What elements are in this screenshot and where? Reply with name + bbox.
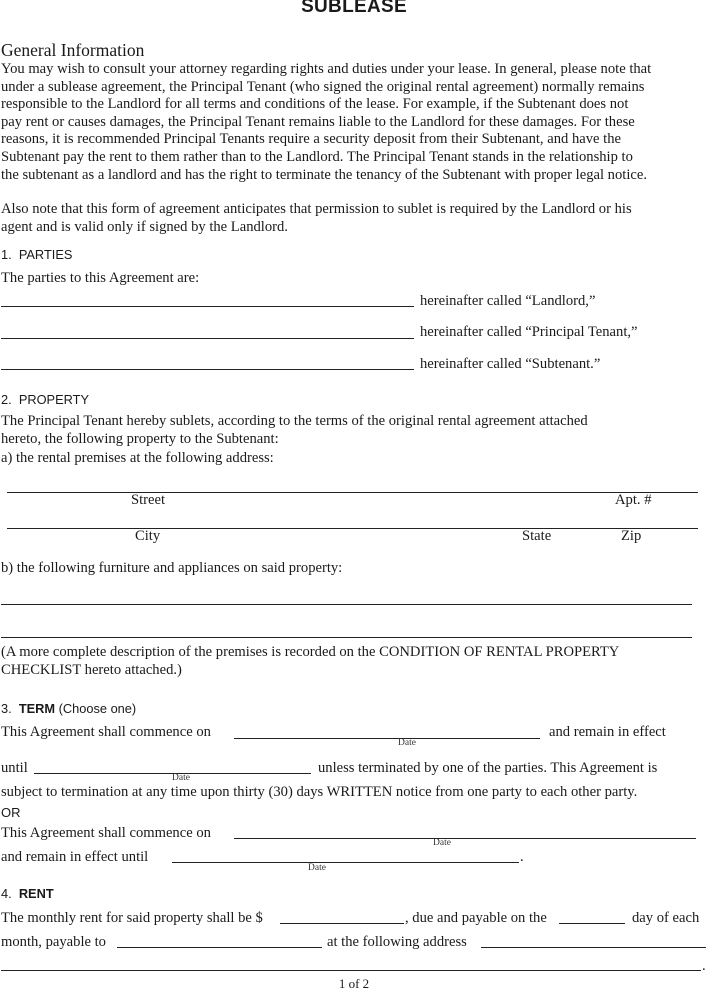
section-title: RENT [18, 886, 54, 901]
zip-caption: Zip [621, 528, 642, 544]
document-title: SUBLEASE [301, 0, 407, 17]
section-title: TERM [18, 701, 56, 716]
paragraph-line: the subtenant as a landlord and has the right to terminate the tenancy of the Subtenant with proper legal notice. [1, 166, 647, 183]
state-caption: State [522, 528, 552, 544]
term-unless-label: unless terminated by one of the parties. This Agreement is [318, 760, 658, 776]
landlord-name-field[interactable] [1, 306, 414, 307]
date-caption: Date [433, 838, 451, 848]
street-caption: Street [131, 492, 166, 508]
rent-address-field-1[interactable] [481, 947, 706, 948]
principal-tenant-label: hereinafter called “Principal Tenant,” [420, 324, 638, 340]
paragraph-line: reasons, it is recommended Principal Tenants require a security deposit from their Subtenant, and have the [1, 131, 621, 148]
paragraph-line: You may wish to consult your attorney regarding rights and duties under your lease. In general, please note that [1, 61, 652, 77]
rent-monthly-label: The monthly rent for said property shall be $ [1, 910, 263, 926]
term-or-label: OR [1, 805, 21, 820]
apt-caption: Apt. # [615, 492, 652, 508]
section-number: 3. [1, 701, 12, 716]
date-caption: Date [308, 863, 326, 873]
general-paragraph-1 [1, 61, 707, 184]
general-paragraph-2 [1, 201, 707, 236]
section-parties-heading [1, 247, 72, 262]
furniture-line-2[interactable] [1, 637, 692, 638]
term-period: . [520, 849, 524, 865]
general-information-heading: General Information [1, 40, 145, 60]
term-until-label: until [1, 760, 28, 776]
parties-intro: The parties to this Agreement are: [1, 270, 200, 286]
term-remain-until-label: and remain in effect until [1, 849, 149, 865]
rent-amount-field[interactable] [280, 923, 404, 924]
term-commence-label: This Agreement shall commence on [1, 724, 211, 740]
principal-tenant-name-field[interactable] [1, 338, 414, 339]
paragraph-line: The Principal Tenant hereby sublets, according to the terms of the original rental agreement attached [1, 413, 588, 429]
property-item-a: a) the rental premises at the following address: [1, 450, 274, 466]
subtenant-label: hereinafter called “Subtenant.” [420, 356, 601, 372]
city-caption: City [135, 528, 161, 544]
property-note [1, 644, 707, 679]
section-title: PROPERTY [18, 392, 89, 407]
end-date-field[interactable] [172, 862, 519, 863]
city-state-zip-field[interactable] [7, 528, 698, 529]
rent-period: . [702, 958, 706, 974]
subtenant-name-field[interactable] [1, 369, 414, 370]
paragraph-line: responsible to the Landlord for all terms and conditions of the lease. For example, if the Subtenant does not [1, 96, 629, 113]
commence-date-field-2[interactable] [234, 838, 696, 839]
rent-month-label: month, payable to [1, 934, 106, 950]
paragraph-line: agent and is valid only if signed by the Landlord. [1, 218, 288, 235]
section-subtitle: (Choose one) [58, 701, 137, 716]
term-remain-label: and remain in effect [549, 724, 666, 740]
section-number: 2. [1, 392, 12, 407]
term-commence-label-2: This Agreement shall commence on [1, 825, 211, 841]
paragraph-line: pay rent or causes damages, the Principal Tenant remains liable to the Landlord for these damages. For these [1, 113, 635, 130]
paragraph-line: CHECKLIST hereto attached.) [1, 661, 182, 678]
commence-date-field[interactable] [234, 738, 540, 739]
rent-address-field-2[interactable] [1, 970, 701, 971]
date-caption: Date [398, 738, 416, 748]
street-address-field[interactable] [7, 492, 698, 493]
rent-day-field[interactable] [559, 923, 625, 924]
term-termination-text: subject to termination at any time upon thirty (30) days WRITTEN notice from one party to each other party. [1, 784, 638, 800]
furniture-line-1[interactable] [1, 604, 692, 605]
paragraph-line: (A more complete description of the premises is recorded on the CONDITION OF RENTAL PROPERTY [1, 644, 620, 660]
section-rent-heading [1, 886, 54, 901]
section-property-heading [1, 392, 89, 407]
paragraph-line: hereto, the following property to the Subtenant: [1, 430, 279, 447]
section-number: 4. [1, 886, 12, 901]
rent-address-label: at the following address [327, 934, 467, 950]
property-item-b: b) the following furniture and appliances on said property: [1, 560, 343, 576]
landlord-label: hereinafter called “Landlord,” [420, 293, 596, 309]
rent-due-label: , due and payable on the [405, 910, 547, 926]
section-term-heading [1, 701, 136, 716]
rent-payee-field[interactable] [117, 947, 322, 948]
paragraph-line: Also note that this form of agreement anticipates that permission to sublet is required by the Landlord or his [1, 201, 632, 217]
paragraph-line: Subtenant pay the rent to them rather than to the Landlord. The Principal Tenant stands in the relationship to [1, 148, 633, 165]
property-intro [1, 413, 707, 448]
paragraph-line: under a sublease agreement, the Principal Tenant (who signed the original rental agreement) normally remains [1, 78, 645, 95]
page-number: 1 of 2 [338, 976, 370, 991]
rent-day-label: day of each [632, 910, 700, 926]
date-caption: Date [172, 773, 190, 783]
section-title: PARTIES [18, 247, 73, 262]
section-number: 1. [1, 247, 12, 262]
